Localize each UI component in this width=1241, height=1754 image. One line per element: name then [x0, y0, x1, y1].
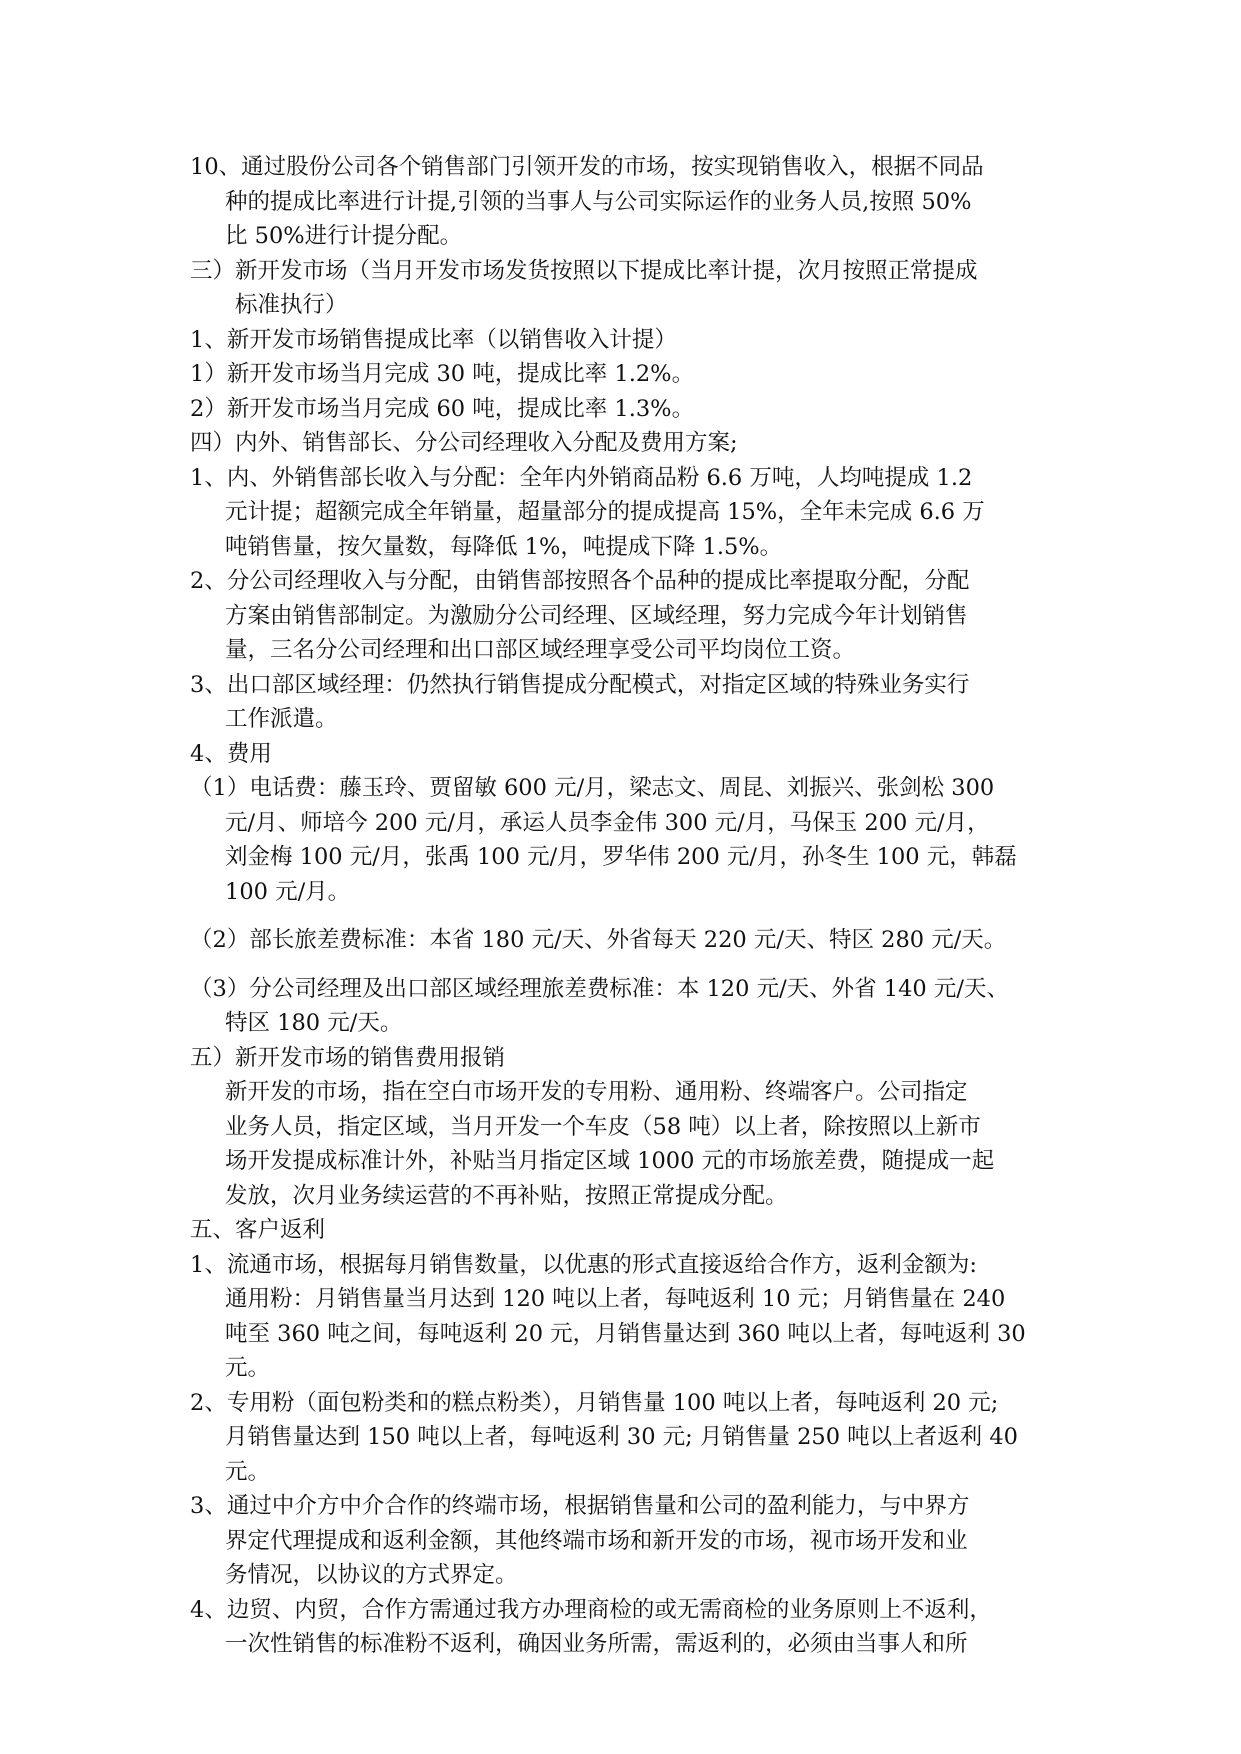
text-line: 元计提；超额完成全年销量，超量部分的提成提高 15%，全年未完成 6.6 万	[225, 499, 985, 525]
paragraph-item-5-2	[190, 1386, 1060, 1490]
text-line: 3、出口部区域经理：仍然执行销售提成分配模式，对指定区域的特殊业务实行	[190, 671, 970, 698]
text-line: 五）新开发市场的销售费用报销	[190, 1044, 506, 1071]
text-line: 1）新开发市场当月完成 30 吨，提成比率 1.2%。	[190, 361, 695, 387]
text-line: （3）分公司经理及出口部区域经理旅差费标准：本 120 元/天、外省 140 元/天、	[190, 975, 1009, 1002]
text-line: 100 元/月。	[225, 878, 351, 905]
text-line: 吨至 360 吨之间，每吨返利 20 元，月销售量达到 360 吨以上者，每吨返利 30	[225, 1320, 1026, 1347]
text-line: 2、分公司经理收入与分配，由销售部按照各个品种的提成比率提取分配，分配	[190, 568, 970, 594]
text-line: 1、内、外销售部长收入与分配：全年内外销商品粉 6.6 万吨，人均吨提成 1.2	[190, 464, 973, 491]
text-line: 元。	[225, 1458, 271, 1485]
paragraph-item-3-1	[190, 323, 1060, 358]
text-line: 比 50%进行计提分配。	[225, 223, 463, 249]
paragraph-item-4-4-1	[190, 771, 1060, 909]
section-heading-customer-rebate	[190, 1213, 1060, 1248]
text-line: 业务人员，指定区域，当月开发一个车皮（58 吨）以上者，除按照以上新市	[225, 1113, 981, 1140]
text-line: 场开发提成标准计外，补贴当月指定区域 1000 元的市场旅差费，随提成一起	[225, 1148, 995, 1174]
text-line: 1、新开发市场销售提成比率（以销售收入计提）	[190, 326, 677, 353]
text-line: 刘金梅 100 元/月，张禹 100 元/月，罗华伟 200 元/月，孙冬生 100 元，韩磊	[225, 844, 1017, 870]
text-line: 吨销售量，按欠量数，每降低 1%，吨提成下降 1.5%。	[225, 533, 783, 560]
text-line: 一次性销售的标准粉不返利，确因业务所需，需返利的，必须由当事人和所	[225, 1631, 968, 1657]
paragraph-item-4-1	[190, 461, 1060, 565]
paragraph-item-5-1	[190, 1248, 1060, 1386]
paragraph-item-3-1-a	[190, 357, 1060, 392]
text-line: 特区 180 元/天。	[225, 1010, 403, 1036]
text-line: 3、通过中介方中介合作的终端市场，根据销售量和公司的盈利能力，与中界方	[190, 1493, 970, 1519]
paragraph-item-4-4	[190, 737, 1060, 772]
paragraph-section-5-body	[190, 1075, 1060, 1213]
text-line: 标准执行）	[235, 292, 348, 318]
text-line: 三）新开发市场（当月开发市场发货按照以下提成比率计提，次月按照正常提成	[190, 257, 978, 284]
paragraph-item-5-3	[190, 1489, 1060, 1593]
text-line: 量，三名分公司经理和出口部区域经理享受公司平均岗位工资。	[225, 637, 856, 663]
paragraph-item-10	[190, 150, 1060, 254]
text-line: 4、费用	[190, 740, 272, 767]
section-heading-3	[190, 254, 1060, 323]
text-line: 界定代理提成和返利金额，其他终端市场和新开发的市场，视市场开发和业	[225, 1527, 968, 1554]
document-page	[190, 150, 1060, 1662]
text-line: 2、专用粉（面包粉类和的糕点粉类），月销售量 100 吨以上者，每吨返利 20 元;	[190, 1389, 999, 1416]
text-line: 通用粉：月销售量当月达到 120 吨以上者，每吨返利 10 元；月销售量在 240	[225, 1286, 1006, 1312]
paragraph-item-5-4	[190, 1593, 1060, 1662]
text-line: 方案由销售部制定。为激励分公司经理、区域经理，努力完成今年计划销售	[225, 602, 968, 629]
text-line: 四）内外、销售部长、分公司经理收入分配及费用方案;	[190, 430, 738, 456]
text-line: 五、客户返利	[190, 1217, 326, 1243]
paragraph-item-4-4-3	[190, 972, 1060, 1041]
text-line: 元/月、师培今 200 元/月，承运人员李金伟 300 元/月，马保玉 200 元/月，	[225, 809, 990, 836]
text-line: 种的提成比率进行计提,引领的当事人与公司实际运作的业务人员,按照 50%	[225, 188, 972, 215]
text-line: 工作派遣。	[225, 706, 338, 732]
text-line: 务情况，以协议的方式界定。	[225, 1562, 518, 1588]
section-heading-4	[190, 426, 1060, 461]
text-line: （2）部长旅差费标准：本省 180 元/天、外省每天 220 元/天、特区 280 元/天。	[190, 927, 1007, 953]
text-line: 元。	[225, 1355, 271, 1381]
text-line: 月销售量达到 150 吨以上者，每吨返利 30 元; 月销售量 250 吨以上者返利 40	[225, 1424, 1018, 1450]
paragraph-item-4-4-2	[190, 923, 1060, 958]
text-line: 10、通过股份公司各个销售部门引领开发的市场，按实现销售收入，根据不同品	[190, 154, 984, 180]
text-line: 发放，次月业务续运营的不再补贴，按照正常提成分配。	[225, 1182, 788, 1209]
text-line: 新开发的市场，指在空白市场开发的专用粉、通用粉、终端客户。公司指定	[225, 1079, 968, 1105]
text-line: （1）电话费：藤玉玲、贾留敏 600 元/月，梁志文、周昆、刘振兴、张剑松 300	[190, 775, 995, 801]
text-line: 2）新开发市场当月完成 60 吨，提成比率 1.3%。	[190, 395, 695, 422]
paragraph-item-4-3	[190, 668, 1060, 737]
paragraph-item-4-2	[190, 564, 1060, 668]
text-line: 4、边贸、内贸，合作方需通过我方办理商检的或无需商检的业务原则上不返利，	[190, 1596, 992, 1623]
section-heading-5	[190, 1041, 1060, 1076]
paragraph-item-3-1-b	[190, 392, 1060, 427]
text-line: 1、流通市场，根据每月销售数量，以优惠的形式直接返给合作方，返利金额为:	[190, 1251, 977, 1278]
